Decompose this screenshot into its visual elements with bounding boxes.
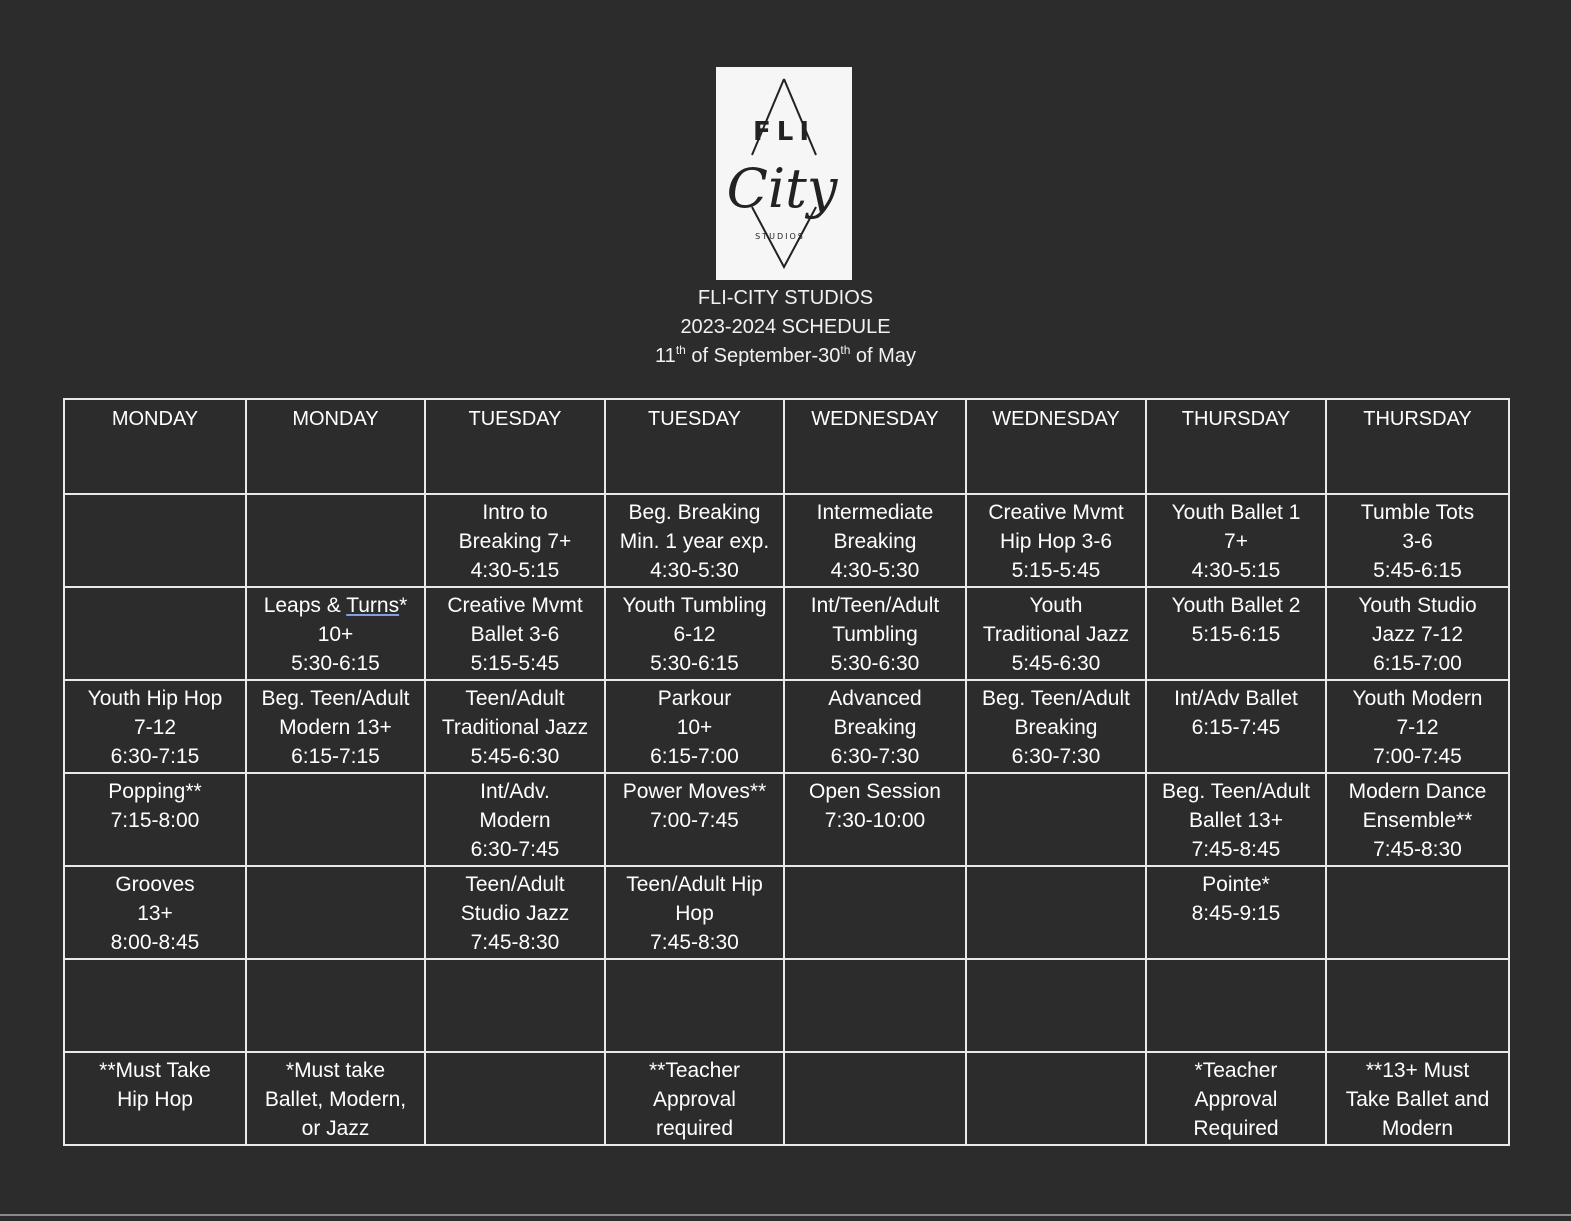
class-cell <box>966 773 1146 866</box>
class-cell: Creative Mvmt Ballet 3-6 5:15-5:45 <box>425 587 605 680</box>
day-header: TUESDAY <box>605 399 784 494</box>
day-header-row <box>64 399 1509 494</box>
schedule-title: 2023-2024 SCHEDULE <box>680 316 891 338</box>
class-cell <box>966 1052 1146 1145</box>
class-cell: Beg. Teen/Adult Modern 13+ 6:15-7:15 <box>246 680 425 773</box>
class-cell: Teen/Adult Studio Jazz 7:45-8:30 <box>425 866 605 959</box>
class-cell: Teen/Adult Traditional Jazz 5:45-6:30 <box>425 680 605 773</box>
class-cell: Intro to Breaking 7+ 4:30-5:15 <box>425 494 605 587</box>
schedule-header <box>0 284 1571 371</box>
day-header: MONDAY <box>246 399 425 494</box>
class-cell <box>64 494 246 587</box>
studio-logo <box>716 67 852 280</box>
class-cell: Power Moves** 7:00-7:45 <box>605 773 784 866</box>
schedule-row <box>64 959 1509 1052</box>
class-cell: Beg. Breaking Min. 1 year exp. 4:30-5:30 <box>605 494 784 587</box>
class-cell <box>246 494 425 587</box>
class-cell <box>784 959 966 1052</box>
schedule-row <box>64 494 1509 587</box>
diamond-logo-icon <box>716 67 852 280</box>
date-range: 11th of September-30th of May <box>655 343 916 367</box>
day-header: WEDNESDAY <box>784 399 966 494</box>
day-header: WEDNESDAY <box>966 399 1146 494</box>
class-cell <box>1146 959 1326 1052</box>
class-cell <box>246 959 425 1052</box>
class-cell: Int/Teen/Adult Tumbling 5:30-6:30 <box>784 587 966 680</box>
class-cell: Beg. Teen/Adult Breaking 6:30-7:30 <box>966 680 1146 773</box>
class-cell <box>966 866 1146 959</box>
class-cell <box>1326 959 1509 1052</box>
class-cell <box>605 959 784 1052</box>
class-cell <box>784 866 966 959</box>
class-cell: Youth Modern 7-12 7:00-7:45 <box>1326 680 1509 773</box>
class-cell: Youth Studio Jazz 7-12 6:15-7:00 <box>1326 587 1509 680</box>
class-cell: Intermediate Breaking 4:30-5:30 <box>784 494 966 587</box>
class-cell: Youth Tumbling 6-12 5:30-6:15 <box>605 587 784 680</box>
class-cell <box>966 959 1146 1052</box>
day-header: MONDAY <box>64 399 246 494</box>
studio-name: FLI-CITY STUDIOS <box>697 287 874 309</box>
class-cell: Int/Adv. Modern 6:30-7:45 <box>425 773 605 866</box>
class-cell: **13+ Must Take Ballet and Modern <box>1326 1052 1509 1145</box>
class-cell: Tumble Tots 3-6 5:45-6:15 <box>1326 494 1509 587</box>
schedule-row <box>64 773 1509 866</box>
schedule-row <box>64 680 1509 773</box>
day-header: THURSDAY <box>1326 399 1509 494</box>
schedule-row <box>64 1052 1509 1145</box>
class-cell <box>425 1052 605 1145</box>
class-cell <box>425 959 605 1052</box>
class-cell: **Must Take Hip Hop <box>64 1052 246 1145</box>
class-cell: *Must take Ballet, Modern, or Jazz <box>246 1052 425 1145</box>
schedule-row <box>64 587 1509 680</box>
day-header: THURSDAY <box>1146 399 1326 494</box>
class-cell <box>1326 866 1509 959</box>
class-cell: Grooves 13+ 8:00-8:45 <box>64 866 246 959</box>
class-cell <box>784 1052 966 1145</box>
class-cell: Teen/Adult Hip Hop 7:45-8:30 <box>605 866 784 959</box>
class-cell: Youth Ballet 2 5:15-6:15 <box>1146 587 1326 680</box>
logo-script-text: City <box>726 157 838 220</box>
class-cell: *Teacher Approval Required <box>1146 1052 1326 1145</box>
class-cell: Modern Dance Ensemble** 7:45-8:30 <box>1326 773 1509 866</box>
logo-bottom-text: STUDIOS <box>755 232 805 241</box>
class-cell: **Teacher Approval required <box>605 1052 784 1145</box>
schedule-table <box>63 398 1510 1146</box>
class-cell <box>246 773 425 866</box>
class-cell: Youth Traditional Jazz 5:45-6:30 <box>966 587 1146 680</box>
class-cell: Creative Mvmt Hip Hop 3-6 5:15-5:45 <box>966 494 1146 587</box>
class-cell: Youth Hip Hop 7-12 6:30-7:15 <box>64 680 246 773</box>
class-cell <box>64 959 246 1052</box>
class-cell: Leaps & Turns* 10+ 5:30-6:15 <box>246 587 425 680</box>
day-header: TUESDAY <box>425 399 605 494</box>
logo-top-text: FLI <box>752 117 816 147</box>
schedule-row <box>64 866 1509 959</box>
class-cell: Pointe* 8:45-9:15 <box>1146 866 1326 959</box>
class-cell: Advanced Breaking 6:30-7:30 <box>784 680 966 773</box>
class-cell <box>246 866 425 959</box>
class-cell: Parkour 10+ 6:15-7:00 <box>605 680 784 773</box>
class-cell <box>64 587 246 680</box>
class-cell: Popping** 7:15-8:00 <box>64 773 246 866</box>
class-cell: Beg. Teen/Adult Ballet 13+ 7:45-8:45 <box>1146 773 1326 866</box>
class-cell: Open Session 7:30-10:00 <box>784 773 966 866</box>
class-cell: Youth Ballet 1 7+ 4:30-5:15 <box>1146 494 1326 587</box>
class-cell: Int/Adv Ballet 6:15-7:45 <box>1146 680 1326 773</box>
page-divider <box>0 1214 1571 1216</box>
